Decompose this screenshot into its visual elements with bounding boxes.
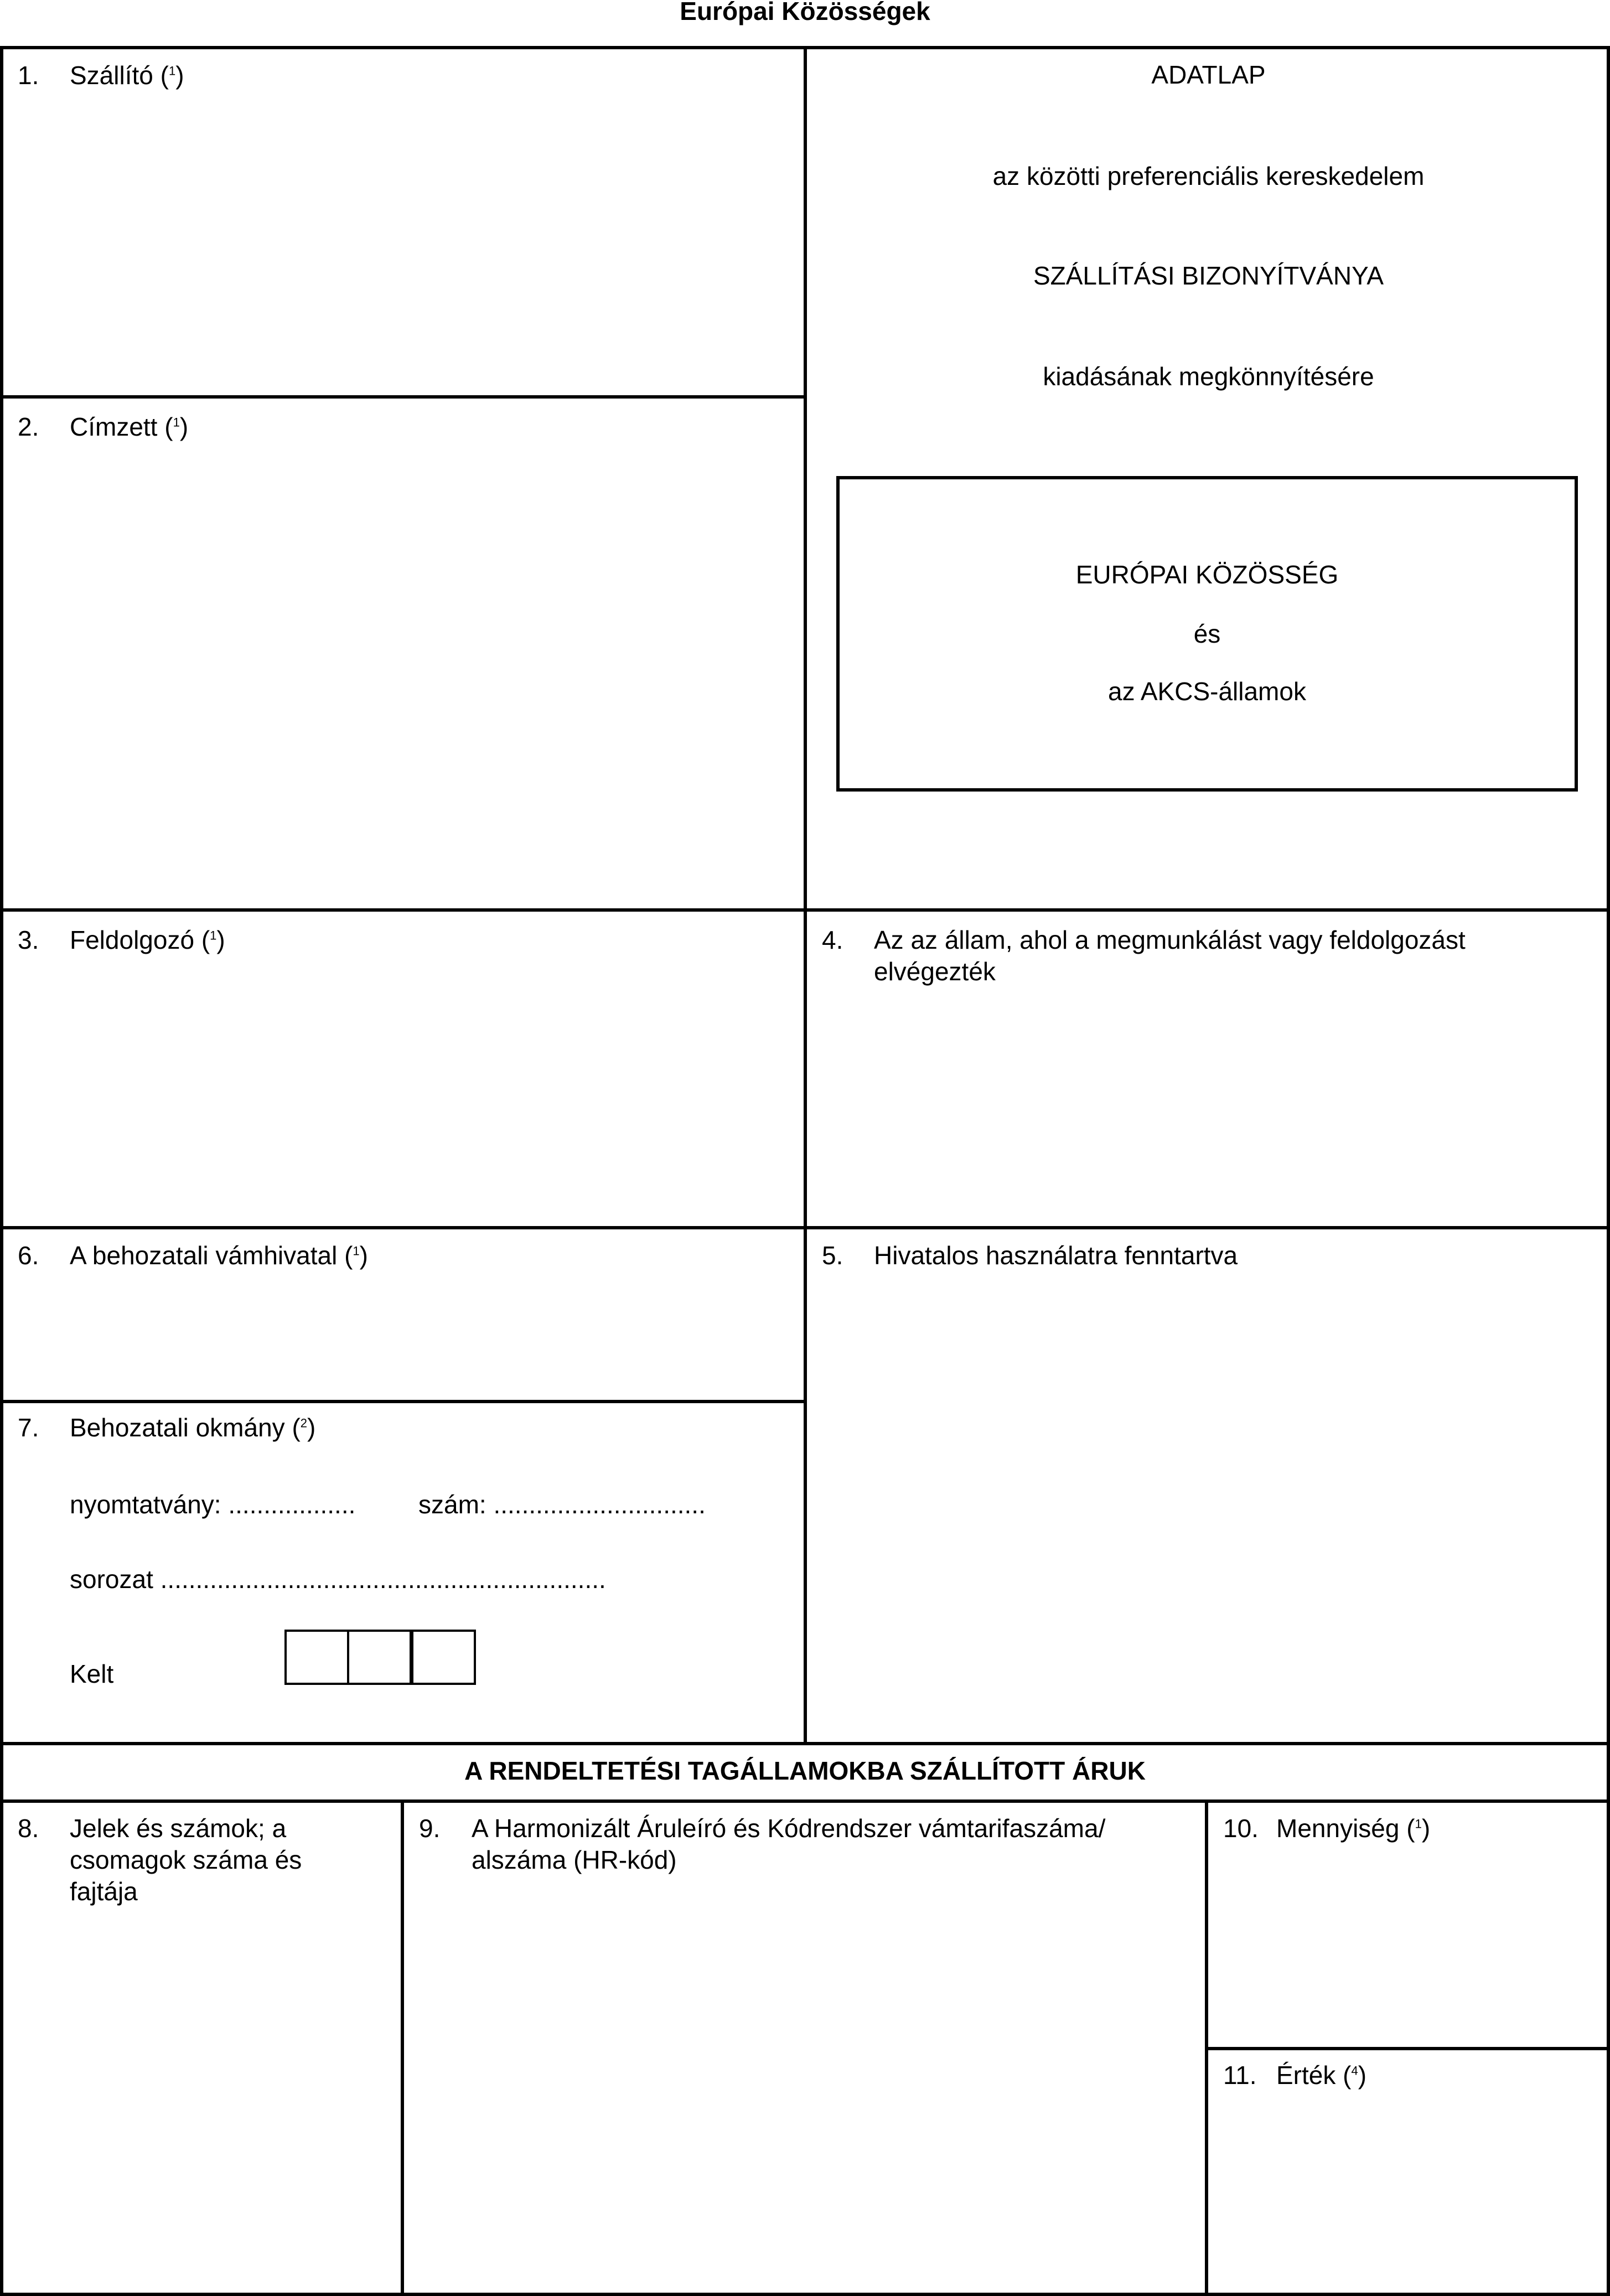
field-4-label: Az az állam, ahol a megmunkálást vagy feldolgozást elvégezték bbox=[874, 925, 1466, 986]
divider-1-2 bbox=[0, 395, 807, 399]
field-1-label: Szállító ($^1$) bbox=[70, 61, 184, 90]
field-10-label: Mennyiség ($^1$) bbox=[1276, 1814, 1431, 1843]
import-date-label: Kelt bbox=[70, 1659, 114, 1688]
form-header-title: Európai Közösségek bbox=[680, 0, 930, 25]
field-10-number: 10. bbox=[1223, 1814, 1259, 1843]
field-11-number: 11. bbox=[1223, 2061, 1257, 2090]
field-10-label-text: Mennyiség bbox=[1276, 1814, 1400, 1843]
divider-row-3-4 bbox=[0, 908, 1610, 912]
field-6-label-text: A behozatali vámhivatal bbox=[70, 1241, 338, 1270]
field-2-number: 2. bbox=[18, 412, 39, 441]
title-preferential-trade: az közötti preferenciális kereskedelem bbox=[992, 162, 1425, 190]
field-8-label: Jelek és számok; a csomagok száma és fajtája bbox=[70, 1814, 302, 1906]
parties-and: és bbox=[1193, 619, 1221, 648]
field-7-label-text: Behozatali okmány bbox=[70, 1413, 285, 1442]
field-3-label-text: Feldolgozó bbox=[70, 925, 195, 954]
field-3-label: Feldolgozó ($^1$) bbox=[70, 925, 225, 954]
field-7-label: Behozatali okmány ($^2$) bbox=[70, 1413, 316, 1442]
field-9-number: 9. bbox=[419, 1814, 441, 1843]
field-7-number: 7. bbox=[18, 1413, 39, 1442]
field-4-number: 4. bbox=[822, 925, 843, 954]
field-9-label: A Harmonizált Áruleíró és Kódrendszer vámtarifaszáma/ alszáma (HR-kód) bbox=[472, 1814, 1106, 1874]
title-delivery-certificate: SZÁLLÍTÁSI BIZONYÍTVÁNYA bbox=[1033, 261, 1384, 290]
divider-10-11 bbox=[1205, 2047, 1610, 2050]
field-2-label-text: Címzett bbox=[70, 412, 158, 441]
divider-8-9 bbox=[401, 1799, 404, 2296]
field-5-label: Hivatalos használatra fenntartva bbox=[874, 1241, 1238, 1270]
parties-acp-states: az AKCS-államok bbox=[1108, 677, 1306, 706]
field-8-number: 8. bbox=[18, 1814, 39, 1843]
divider-goods-title bbox=[0, 1799, 1610, 1803]
date-box-3[interactable] bbox=[411, 1630, 476, 1685]
field-7-footnote: 2 bbox=[300, 1416, 308, 1430]
title-facilitation: kiadásának megkönnyítésére bbox=[1043, 362, 1374, 391]
import-form-field[interactable]: nyomtatvány: .................. bbox=[70, 1490, 356, 1519]
field-3-number: 3. bbox=[18, 925, 39, 954]
goods-section-title: A RENDELTETÉSI TAGÁLLAMOKBA SZÁLLÍTOTT ÁRUK bbox=[464, 1756, 1146, 1785]
field-10-footnote: 1 bbox=[1415, 1817, 1422, 1831]
field-1-number: 1. bbox=[18, 61, 39, 90]
date-box-2[interactable] bbox=[347, 1630, 412, 1685]
import-number-field[interactable]: szám: .............................. bbox=[418, 1490, 706, 1519]
divider-main-vertical bbox=[804, 46, 807, 1745]
field-2-footnote: 1 bbox=[173, 415, 180, 430]
field-2-label: Címzett ($^1$) bbox=[70, 412, 189, 441]
divider-goods-top bbox=[0, 1742, 1610, 1745]
date-box-1[interactable] bbox=[284, 1630, 349, 1685]
divider-6-7 bbox=[0, 1400, 807, 1403]
field-11-label-text: Érték bbox=[1276, 2061, 1336, 2090]
divider-row-6-5 bbox=[0, 1226, 1610, 1229]
field-5-number: 5. bbox=[822, 1241, 843, 1270]
field-6-number: 6. bbox=[18, 1241, 39, 1270]
import-series-field[interactable]: sorozat ............................................................... bbox=[70, 1565, 606, 1594]
field-11-footnote: 4 bbox=[1351, 2064, 1358, 2078]
field-1-label-text: Szállító bbox=[70, 61, 153, 90]
field-1-footnote: 1 bbox=[168, 64, 176, 78]
title-adatlap: ADATLAP bbox=[1151, 60, 1266, 89]
field-3-footnote: 1 bbox=[210, 928, 217, 943]
field-11-label: Érték ($^4$) bbox=[1276, 2061, 1367, 2090]
field-6-label: A behozatali vámhivatal ($^1$) bbox=[70, 1241, 368, 1270]
parties-european-community: EURÓPAI KÖZÖSSÉG bbox=[1075, 560, 1339, 589]
field-6-footnote: 1 bbox=[353, 1244, 360, 1258]
